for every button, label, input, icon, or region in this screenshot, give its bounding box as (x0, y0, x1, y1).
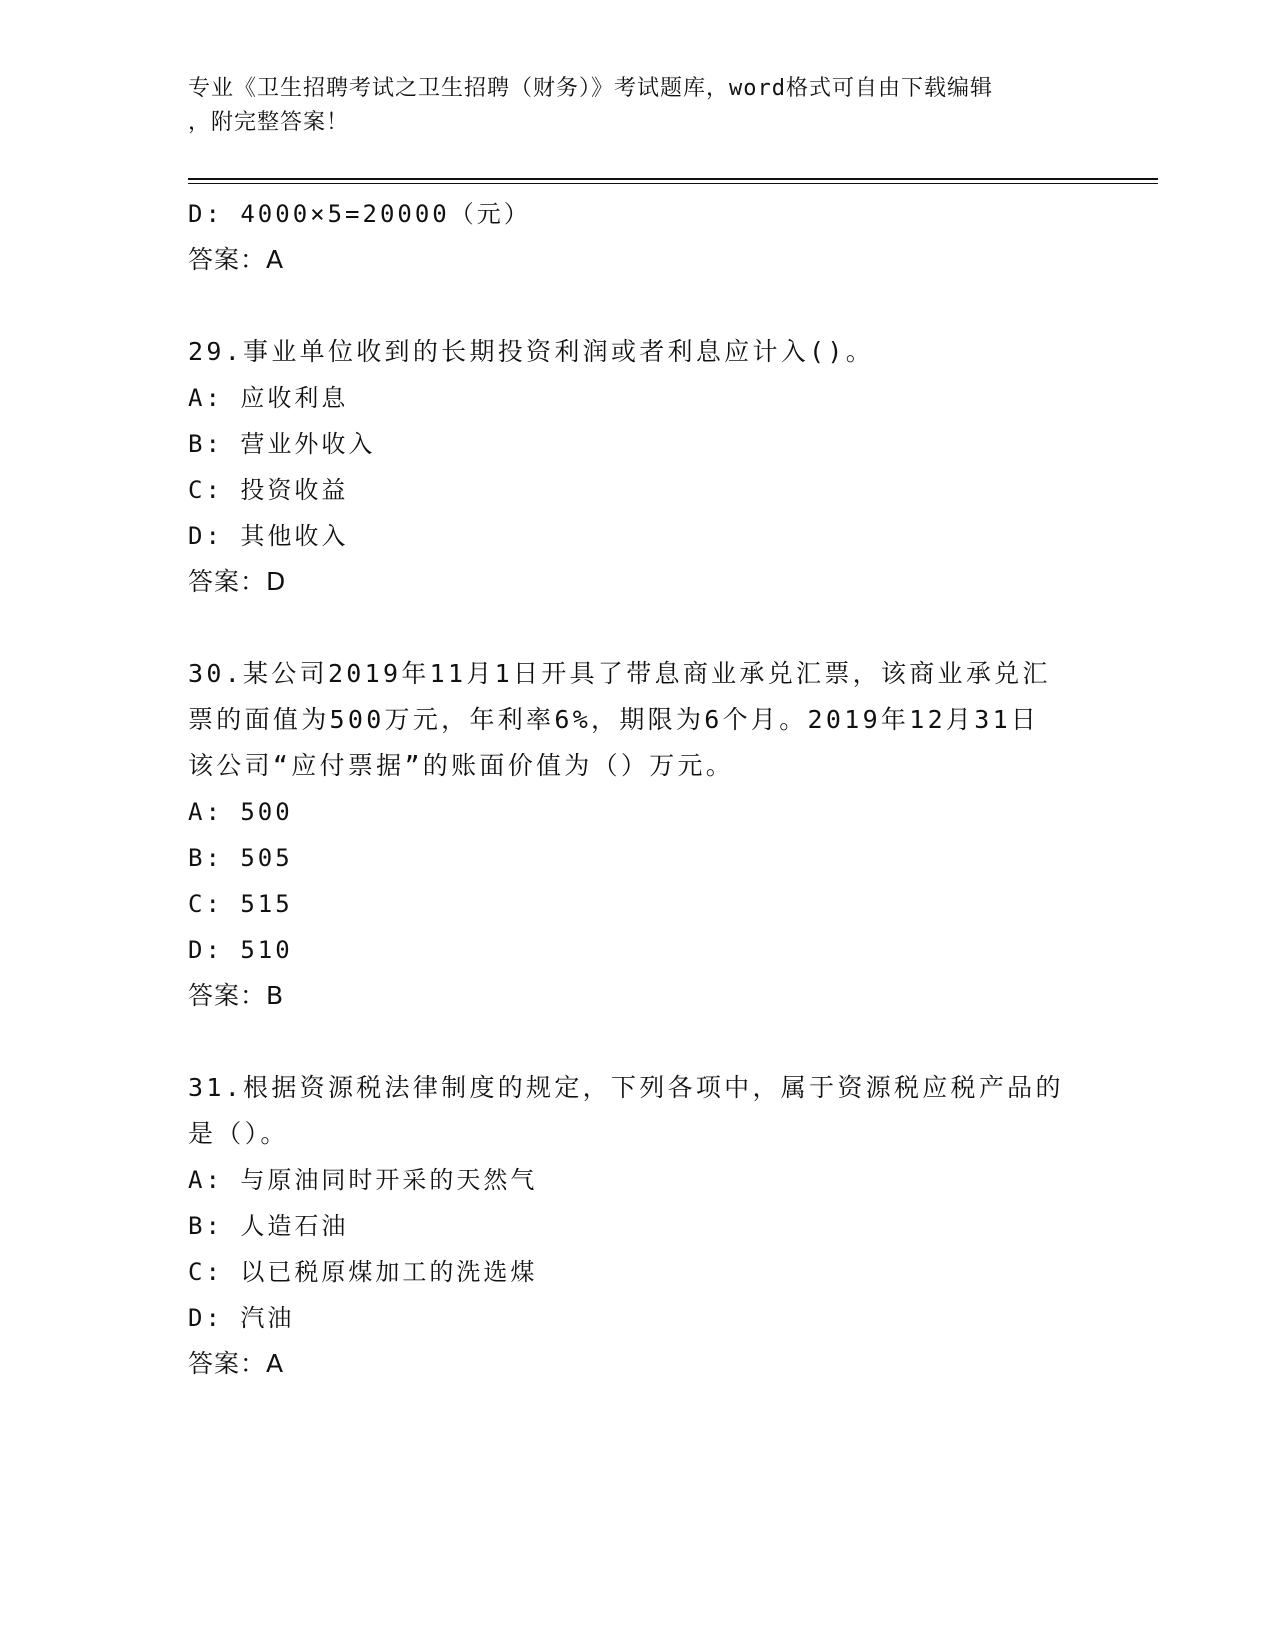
previous-question-tail (188, 191, 1088, 283)
option-d: D: 510 (188, 936, 293, 964)
answer-line: 答案：A (188, 245, 285, 274)
answer-line: 答案：B (188, 981, 285, 1010)
question-stem-line-2: 是（）。 (188, 1119, 289, 1148)
document-header (188, 72, 1088, 140)
answer-line: 答案：A (188, 1349, 285, 1378)
header-divider-thin (188, 183, 1158, 184)
question-stem-line-2: 票的面值为500万元，年利率6%，期限为6个月。2019年12月31日 (188, 705, 1040, 734)
header-line-1: 专业《卫生招聘考试之卫生招聘（财务）》考试题库，word格式可自由下载编辑 (188, 76, 993, 101)
option-c: C: 投资收益 (188, 476, 349, 504)
option-b: B: 人造石油 (188, 1212, 349, 1240)
option-d: D: 其他收入 (188, 522, 349, 550)
option-a: A: 500 (188, 798, 293, 826)
document-body (188, 191, 1088, 1387)
option-c: C: 以已税原煤加工的洗选煤 (188, 1258, 538, 1286)
question-30 (188, 651, 1088, 1019)
option-c: C: 515 (188, 890, 293, 918)
question-stem-line-1: 30.某公司2019年11月1日开具了带息商业承兑汇票，该商业承兑汇 (188, 659, 1051, 688)
option-a: A: 与原油同时开采的天然气 (188, 1166, 538, 1194)
question-stem-line-3: 该公司“应付票据”的账面价值为（）万元。 (188, 751, 735, 780)
answer-line: 答案：D (188, 567, 287, 596)
option-a: A: 应收利息 (188, 384, 349, 412)
question-stem-line-1: 31.根据资源税法律制度的规定，下列各项中，属于资源税应税产品的 (188, 1073, 1064, 1102)
question-stem: 29.事业单位收到的长期投资利润或者利息应计入()。 (188, 337, 875, 366)
option-b: B: 505 (188, 844, 293, 872)
question-31 (188, 1065, 1088, 1387)
option-b: B: 营业外收入 (188, 430, 376, 458)
option-d: D: 4000×5=20000（元） (188, 200, 531, 228)
header-line-2: ，附完整答案！ (188, 110, 350, 135)
header-divider-thick (188, 178, 1158, 180)
spacer (188, 283, 1088, 329)
spacer (188, 1019, 1088, 1065)
spacer (188, 605, 1088, 651)
option-d: D: 汽油 (188, 1304, 295, 1332)
question-29 (188, 329, 1088, 605)
